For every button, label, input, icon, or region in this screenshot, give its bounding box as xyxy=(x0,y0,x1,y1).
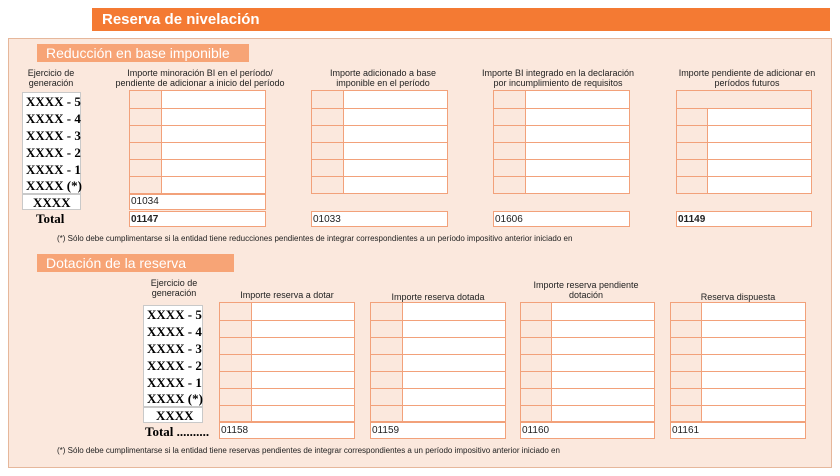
sec2-col1-grid[interactable] xyxy=(219,302,355,422)
sec2-ejercicio-header: Ejercicio de generación xyxy=(150,278,198,298)
sec2-col3-grid[interactable] xyxy=(520,302,655,422)
sec2-col2-header: Importe reserva dotada xyxy=(391,292,485,302)
sec1-year-label: XXXX - 1 xyxy=(26,162,81,177)
sec2-col2-grid[interactable] xyxy=(370,302,506,422)
sec2-year-label: XXXX - 3 xyxy=(147,341,202,356)
sec1-footnote: (*) Sólo debe cumplimentarse si la entidad tiene reducciones pendientes de integrar correspondientes a un período impositivo anterior iniciado en xyxy=(57,234,573,243)
field-code-01161: 01161 xyxy=(672,425,700,436)
sec1-year-current-box xyxy=(22,194,81,210)
sec1-col2-grid[interactable] xyxy=(311,90,448,194)
sec1-year-label: XXXX (*) xyxy=(26,178,82,193)
field-code-01034: 01034 xyxy=(131,196,159,207)
sec1-year-label: XXXX xyxy=(33,195,71,210)
sec1-col2-header: Importe adicionado a base imponible en el período xyxy=(329,68,437,88)
sec1-col4-header: Importe pendiente de adicionar en períodos futuros xyxy=(678,68,816,88)
sec2-total-label: Total .......... xyxy=(145,424,210,439)
sec2-year-list xyxy=(143,305,203,407)
sec2-col4-grid[interactable] xyxy=(670,302,806,422)
form-title: Reserva de nivelación xyxy=(92,8,830,31)
sec1-total-label: Total xyxy=(36,211,65,226)
field-code-01147: 01147 xyxy=(131,214,159,225)
sec1-year-list xyxy=(22,92,81,194)
sec2-col4-header: Reserva dispuesta xyxy=(700,292,776,302)
sec1-col1-grid[interactable] xyxy=(129,90,266,194)
sec1-col1-header: Importe minoración BI en el período/ pendiente de adicionar a inicio del período xyxy=(115,68,285,88)
sec2-year-label: XXXX - 1 xyxy=(147,375,202,390)
sec1-col3-grid[interactable] xyxy=(493,90,630,194)
sec2-year-current-box xyxy=(143,407,203,423)
sec2-year-label: XXXX - 4 xyxy=(147,324,202,339)
sec2-col3-header: Importe reserva pendiente dotación xyxy=(533,280,639,300)
field-code-01159: 01159 xyxy=(372,425,400,436)
sec1-col4-grid[interactable] xyxy=(676,90,812,194)
section-tab-reduccion: Reducción en base imponible xyxy=(37,44,249,62)
sec2-col1-header: Importe reserva a dotar xyxy=(240,290,334,300)
sec1-year-label: XXXX - 4 xyxy=(26,111,81,126)
sec1-year-label: XXXX - 3 xyxy=(26,128,81,143)
section-tab-dotacion: Dotación de la reserva xyxy=(37,254,234,272)
field-code-01158: 01158 xyxy=(221,425,249,436)
field-code-01033: 01033 xyxy=(313,214,341,225)
sec1-ejercicio-header: Ejercicio de generación xyxy=(27,68,75,88)
sec2-footnote: (*) Sólo debe cumplimentarse si la entidad tiene reservas pendientes de integrar correspondientes a un período impositivo anterior iniciado en xyxy=(57,446,560,455)
field-code-01149: 01149 xyxy=(678,214,706,225)
sec2-year-label: XXXX (*) xyxy=(147,391,203,406)
field-code-01606: 01606 xyxy=(495,214,523,225)
sec2-year-label: XXXX - 2 xyxy=(147,358,202,373)
sec1-col3-header: Importe BI integrado en la declaración por incumplimiento de requisitos xyxy=(481,68,635,88)
sec1-year-label: XXXX - 5 xyxy=(26,94,81,109)
sec2-year-label: XXXX xyxy=(156,408,194,423)
sec1-year-label: XXXX - 2 xyxy=(26,145,81,160)
sec2-year-label: XXXX - 5 xyxy=(147,307,202,322)
field-code-01160: 01160 xyxy=(522,425,550,436)
